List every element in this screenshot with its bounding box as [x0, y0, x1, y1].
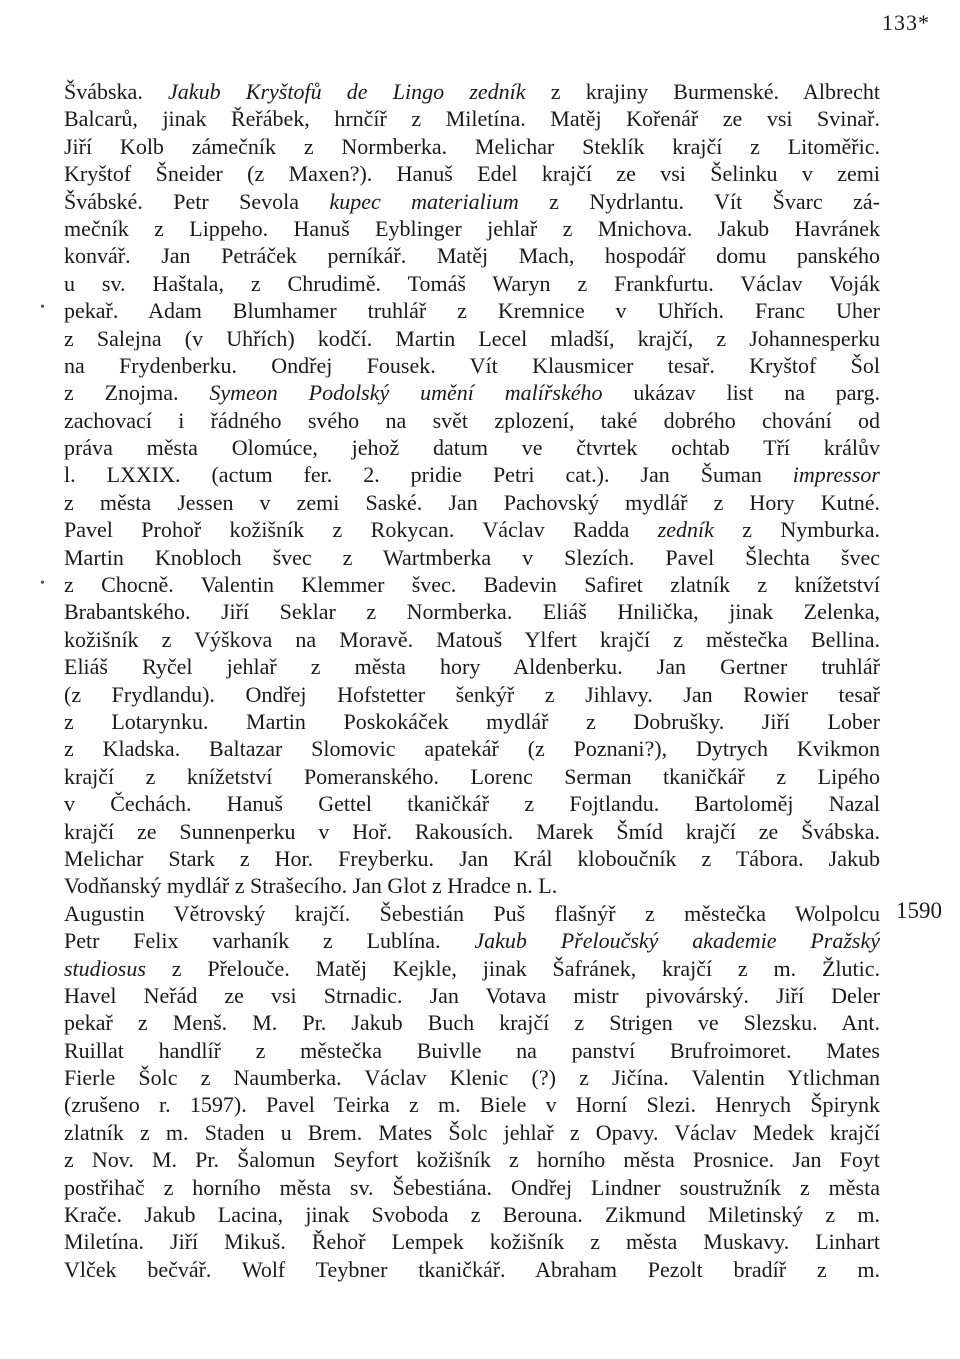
text-segment: u sv. Haštala, z Chrudimě. Tomáš Waryn z Frankfurtu. Václav Voják — [64, 270, 880, 296]
text-line — [64, 160, 880, 187]
text-line — [64, 105, 880, 132]
text-segment: krajčí ze Sunnenperku v Hoř. Rakousích. Marek Šmíd krajčí ze Švábska. — [64, 818, 880, 844]
text-segment: Švábské. Petr Sevola — [64, 188, 330, 214]
text-segment: Pavel Prohoř kožišník z Rokycan. Václav Radda — [64, 517, 658, 543]
text-line — [64, 461, 880, 488]
text-line — [64, 489, 880, 516]
text-line — [64, 1064, 880, 1091]
text-segment: Brabantského. Jiří Seklar z Normberka. Eliáš Hnilička, jinak Zelenka, — [64, 599, 880, 625]
text-segment: pekař. Adam Blumhamer truhlář z Kremnice v Uhřích. Franc Uher — [64, 298, 880, 324]
text-segment: z Nov. M. Pr. Šalomun Seyfort kožišník z horního města Prosnice. Jan Foyt — [64, 1147, 880, 1173]
text-line — [64, 188, 880, 215]
italic-segment: studiosus — [64, 955, 146, 981]
text-line — [64, 516, 880, 543]
text-segment: Eliáš Ryčel jehlař z města hory Aldenberku. Jan Gertner truhlář — [64, 654, 880, 680]
text-line — [64, 78, 880, 105]
text-line — [64, 900, 880, 927]
text-line — [64, 681, 880, 708]
text-segment: Vodňanský mydlář z Strašecího. Jan Glot z Hradce n. L. — [64, 873, 558, 899]
text-segment: zachovací i řádného svého na svět zplození, také dobrého chování od — [64, 407, 880, 433]
text-segment: l. LXXIX. (actum fer. 2. pridie Petri cat.). Jan Šuman — [64, 462, 793, 488]
text-line — [64, 818, 880, 845]
italic-segment: Jakub Kryštofů de Lingo zedník — [168, 79, 526, 104]
text-segment: z Nymburka. — [713, 517, 880, 543]
text-segment: konvář. Jan Petráček perníkář. Matěj Mach, hospodář domu panského — [64, 243, 880, 269]
italic-segment: Symeon Podolský umění malířského — [209, 380, 603, 406]
text-segment: Fierle Šolc z Naumberka. Václav Klenic (?) z Jičína. Valentin Ytlichman — [64, 1065, 880, 1091]
text-line — [64, 735, 880, 762]
page-number: 133* — [882, 10, 930, 35]
text-line — [64, 325, 880, 352]
margin-mark: • — [40, 576, 45, 591]
text-line — [64, 352, 880, 379]
text-segment: postřihač z horního města sv. Šebestiána. Ondřej Lindner soustružník z města — [64, 1174, 880, 1200]
text-segment: pekař z Menš. M. Pr. Jakub Buch krajčí z Strigen ve Slezsku. Ant. — [64, 1010, 880, 1036]
text-line — [64, 763, 880, 790]
text-segment: Vlček bečvář. Wolf Teybner tkaničkář. Abraham Pezolt bradíř z m. — [64, 1256, 880, 1282]
text-line — [64, 1091, 880, 1118]
margin-mark: • — [40, 300, 45, 315]
text-segment: z Přelouče. Matěj Kejkle, jinak Šafránek, krajčí z m. Žlutic. — [145, 955, 880, 981]
text-line — [64, 270, 880, 297]
text-line — [64, 982, 880, 1009]
text-segment: z Lotarynku. Martin Poskokáček mydlář z Dobrušky. Jiří Lober — [64, 708, 880, 734]
text-segment: Melichar Stark z Hor. Freyberku. Jan Král kloboučník z Tábora. Jakub — [64, 845, 880, 871]
text-line — [64, 927, 880, 954]
text-line — [64, 845, 880, 872]
text-segment: Ruillat handlíř z městečka Buivlle na panství Brufroimoret. Mates — [64, 1037, 880, 1063]
text-segment: mečník z Lippeho. Hanuš Eyblinger jehlař z Mnichova. Jakub Havránek — [64, 215, 880, 241]
text-segment: zlatník z m. Staden u Brem. Mates Šolc jehlař z Opavy. Václav Medek krajčí — [64, 1119, 880, 1145]
text-segment: (zrušeno r. 1597). Pavel Teirka z m. Biele v Horní Slezi. Henrych Špirynk — [64, 1092, 880, 1118]
text-segment: z krajiny Burmenské. Albrecht — [525, 79, 880, 104]
text-segment: z Chocně. Valentin Klemmer švec. Badevin Safiret zlatník z knížetství — [64, 572, 880, 598]
text-line — [64, 598, 880, 625]
italic-segment: impressor — [792, 462, 880, 488]
text-line — [64, 626, 880, 653]
margin-year: 1590 — [896, 898, 942, 923]
body-text — [64, 78, 880, 1283]
text-line — [64, 1174, 880, 1201]
text-line — [64, 1201, 880, 1228]
text-line — [64, 571, 880, 598]
text-segment: z Znojma. — [64, 380, 210, 406]
text-line — [64, 1146, 880, 1173]
text-segment: v Čechách. Hanuš Gettel tkaničkář z Fojtlandu. Bartoloměj Nazal — [64, 791, 880, 817]
text-line — [64, 242, 880, 269]
italic-segment: zedník — [657, 517, 714, 543]
text-line — [64, 407, 880, 434]
text-segment: z města Jessen v zemi Saské. Jan Pachovský mydlář z Hory Kutné. — [64, 489, 880, 515]
text-line — [64, 133, 880, 160]
text-segment: na Frydenberku. Ondřej Fousek. Vít Klausmicer tesař. Kryštof Šol — [64, 352, 880, 378]
text-segment: ukázav list na parg. — [602, 380, 880, 406]
text-segment: Balcarů, jinak Řeřábek, hrnčíř z Miletína. Matěj Kořenář ze vsi Svinař. — [64, 106, 880, 132]
text-segment: Švábska. — [64, 79, 169, 104]
text-segment: Miletína. Jiří Mikuš. Řehoř Lempek kožišník z města Muskavy. Linhart — [64, 1229, 880, 1255]
text-line — [64, 872, 880, 899]
italic-segment: Jakub Přeloučský akademie Pražský — [474, 928, 880, 954]
text-line — [64, 1256, 880, 1283]
text-line — [64, 297, 880, 324]
text-line — [64, 434, 880, 461]
text-line — [64, 1119, 880, 1146]
text-segment: práva města Olomúce, jehož datum ve čtvrtek ochtab Tří králův — [64, 435, 880, 461]
text-line — [64, 1009, 880, 1036]
text-line — [64, 708, 880, 735]
italic-segment: kupec materialium — [329, 188, 519, 214]
text-segment: z Salejna (v Uhřích) kodčí. Martin Lecel mladší, krajčí, z Johannesperku — [64, 325, 880, 351]
text-segment: Martin Knobloch švec z Wartmberka v Slezích. Pavel Šlechta švec — [64, 544, 880, 570]
text-line — [64, 955, 880, 982]
text-line — [64, 544, 880, 571]
text-line — [64, 379, 880, 406]
text-segment: z Kladska. Baltazar Slomovic apatekář (z Poznani?), Dytrych Kvikmon — [64, 736, 880, 762]
text-segment: Krače. Jakub Lacina, jinak Svoboda z Berouna. Zikmund Miletinský z m. — [64, 1202, 880, 1228]
text-segment: krajčí z knížetství Pomeranského. Lorenc Serman tkaničkář z Lipého — [64, 763, 880, 789]
text-segment: Kryštof Šneider (z Maxen?). Hanuš Edel krajčí ze vsi Šelinku v zemi — [64, 161, 880, 187]
text-line — [64, 1228, 880, 1255]
text-segment: kožišník z Výškova na Moravě. Matouš Ylfert krajčí z městečka Bellina. — [64, 626, 880, 652]
text-line — [64, 1037, 880, 1064]
text-segment: Petr Felix varhaník z Lublína. — [64, 928, 475, 954]
text-segment: Jiří Kolb zámečník z Normberka. Melichar Steklík krajčí z Litoměřic. — [64, 133, 880, 159]
text-segment: Augustin Větrovský krajčí. Šebestián Puš flašnýř z městečka Wolpolcu — [64, 900, 880, 926]
text-segment: (z Frydlandu). Ondřej Hofstetter šenkýř z Jihlavy. Jan Rowier tesař — [64, 681, 880, 707]
text-line — [64, 790, 880, 817]
text-line — [64, 653, 880, 680]
text-segment: z Nydrlantu. Vít Švarc zá- — [518, 188, 880, 214]
text-line — [64, 215, 880, 242]
text-segment: Havel Neřád ze vsi Strnadic. Jan Votava mistr pivovárský. Jiří Deler — [64, 982, 880, 1008]
